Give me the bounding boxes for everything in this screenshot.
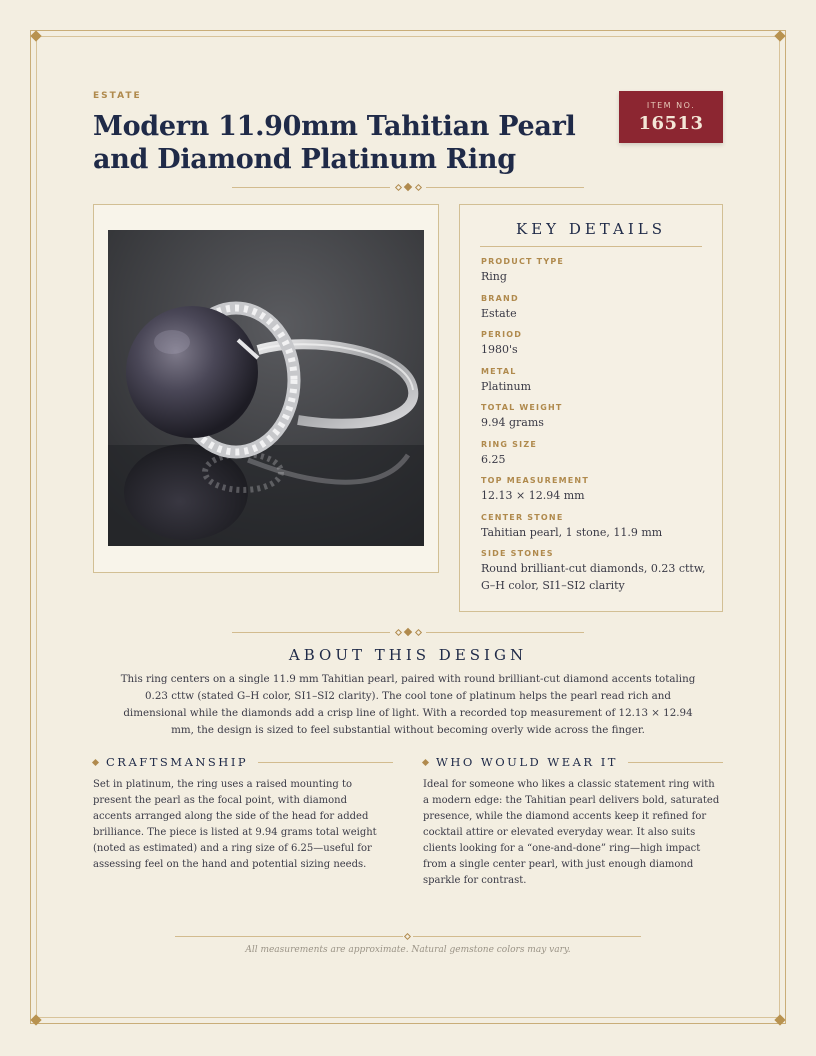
- ornamental-divider: [232, 183, 584, 193]
- key-details-rule: [480, 246, 702, 247]
- footer-note: All measurements are approximate. Natural gemstone colors may vary.: [245, 945, 571, 955]
- about-heading: ABOUT THIS DESIGN: [288, 646, 528, 664]
- detail-label: PERIOD: [481, 330, 523, 339]
- detail-value: Round brilliant-cut diamonds, 0.23 cttw, G–H color, SI1–SI2 clarity: [481, 562, 706, 592]
- detail-label: RING SIZE: [481, 440, 537, 449]
- ring-illustration: [108, 230, 424, 546]
- ornamental-divider: [232, 628, 584, 638]
- detail-product-type: [481, 256, 709, 285]
- craftsmanship-heading: CRAFTSMANSHIP: [106, 755, 249, 769]
- item-number-label: ITEM NO.: [646, 101, 696, 110]
- about-body: This ring centers on a single 11.9 mm Tahitian pearl, paired with round brilliant-cut diamond accents totaling 0.23 cttw (stated G–H color, SI1–SI2 clarity). The cool tone of platinum helps the pearl read rich and dimensional while the diamonds add a crisp line of light. With a recorded top measurement of 12.13 × 12.94 mm, the design is sized to feel substantial without becoming overly wide across the finger.: [120, 673, 696, 736]
- divider-ornament-icon: [403, 932, 413, 942]
- item-number-value: 16513: [638, 113, 704, 134]
- craftsmanship-body: Set in platinum, the ring uses a raised mounting to present the pearl as the focal point, with diamond accents arranged along the side of the head for added brilliance. The piece is listed at 9.94 grams total weight (noted as estimated) and a ring size of 6.25—useful for assessing feel on the hand and potential sizing needs.: [93, 779, 377, 870]
- wearer-heading: WHO WOULD WEAR IT: [436, 755, 618, 769]
- divider-ornament-icon: [390, 628, 426, 638]
- wearer-body: Ideal for someone who likes a classic statement ring with a modern edge: the Tahitian pearl delivers bold, saturated presence, while the diamond accents keep it refined for cocktail attire or elevated everyday wear. It also suits clients looking for a “one-and-done” ring—high impact from a single center pearl, with just enough diamond sparkle for contrast.: [423, 779, 720, 886]
- detail-value: Ring: [481, 270, 507, 283]
- detail-label: SIDE STONES: [481, 549, 554, 558]
- detail-value: 1980's: [481, 343, 518, 356]
- footer-divider: [175, 932, 641, 942]
- craftsmanship-heading-row: [93, 755, 393, 769]
- divider-ornament-icon: [390, 183, 426, 193]
- wearer-heading-row: [423, 755, 723, 769]
- detail-total-weight: [481, 402, 709, 431]
- detail-top-measurement: [481, 475, 709, 504]
- category-eyebrow: ESTATE: [93, 91, 142, 101]
- detail-value: Tahitian pearl, 1 stone, 11.9 mm: [481, 526, 663, 539]
- item-number-badge: [619, 91, 723, 143]
- detail-label: TOTAL WEIGHT: [481, 403, 563, 412]
- detail-value: Estate: [481, 307, 517, 320]
- heading-rule: [628, 762, 723, 763]
- detail-ring-size: [481, 439, 709, 468]
- detail-value: 9.94 grams: [481, 416, 544, 429]
- detail-brand: [481, 293, 709, 322]
- detail-value: 6.25: [481, 453, 506, 466]
- heading-rule: [258, 762, 393, 763]
- pearl-ring-photo: [108, 230, 424, 546]
- detail-center-stone: [481, 512, 709, 541]
- detail-value: Platinum: [481, 380, 532, 393]
- detail-label: PRODUCT TYPE: [481, 257, 565, 266]
- detail-period: [481, 329, 709, 358]
- key-details-heading: KEY DETAILS: [516, 220, 666, 238]
- detail-label: METAL: [481, 367, 517, 376]
- detail-side-stones: [481, 548, 709, 594]
- bullet-diamond-icon: [422, 758, 429, 765]
- product-image-card: [93, 204, 439, 573]
- detail-label: BRAND: [481, 294, 519, 303]
- detail-label: CENTER STONE: [481, 513, 564, 522]
- detail-value: 12.13 × 12.94 mm: [481, 489, 585, 502]
- detail-label: TOP MEASUREMENT: [481, 476, 589, 485]
- key-details-panel: [459, 204, 723, 612]
- bullet-diamond-icon: [92, 758, 99, 765]
- page-title: Modern 11.90mm Tahitian Pearl and Diamond Platinum Ring: [93, 111, 576, 175]
- detail-metal: [481, 366, 709, 395]
